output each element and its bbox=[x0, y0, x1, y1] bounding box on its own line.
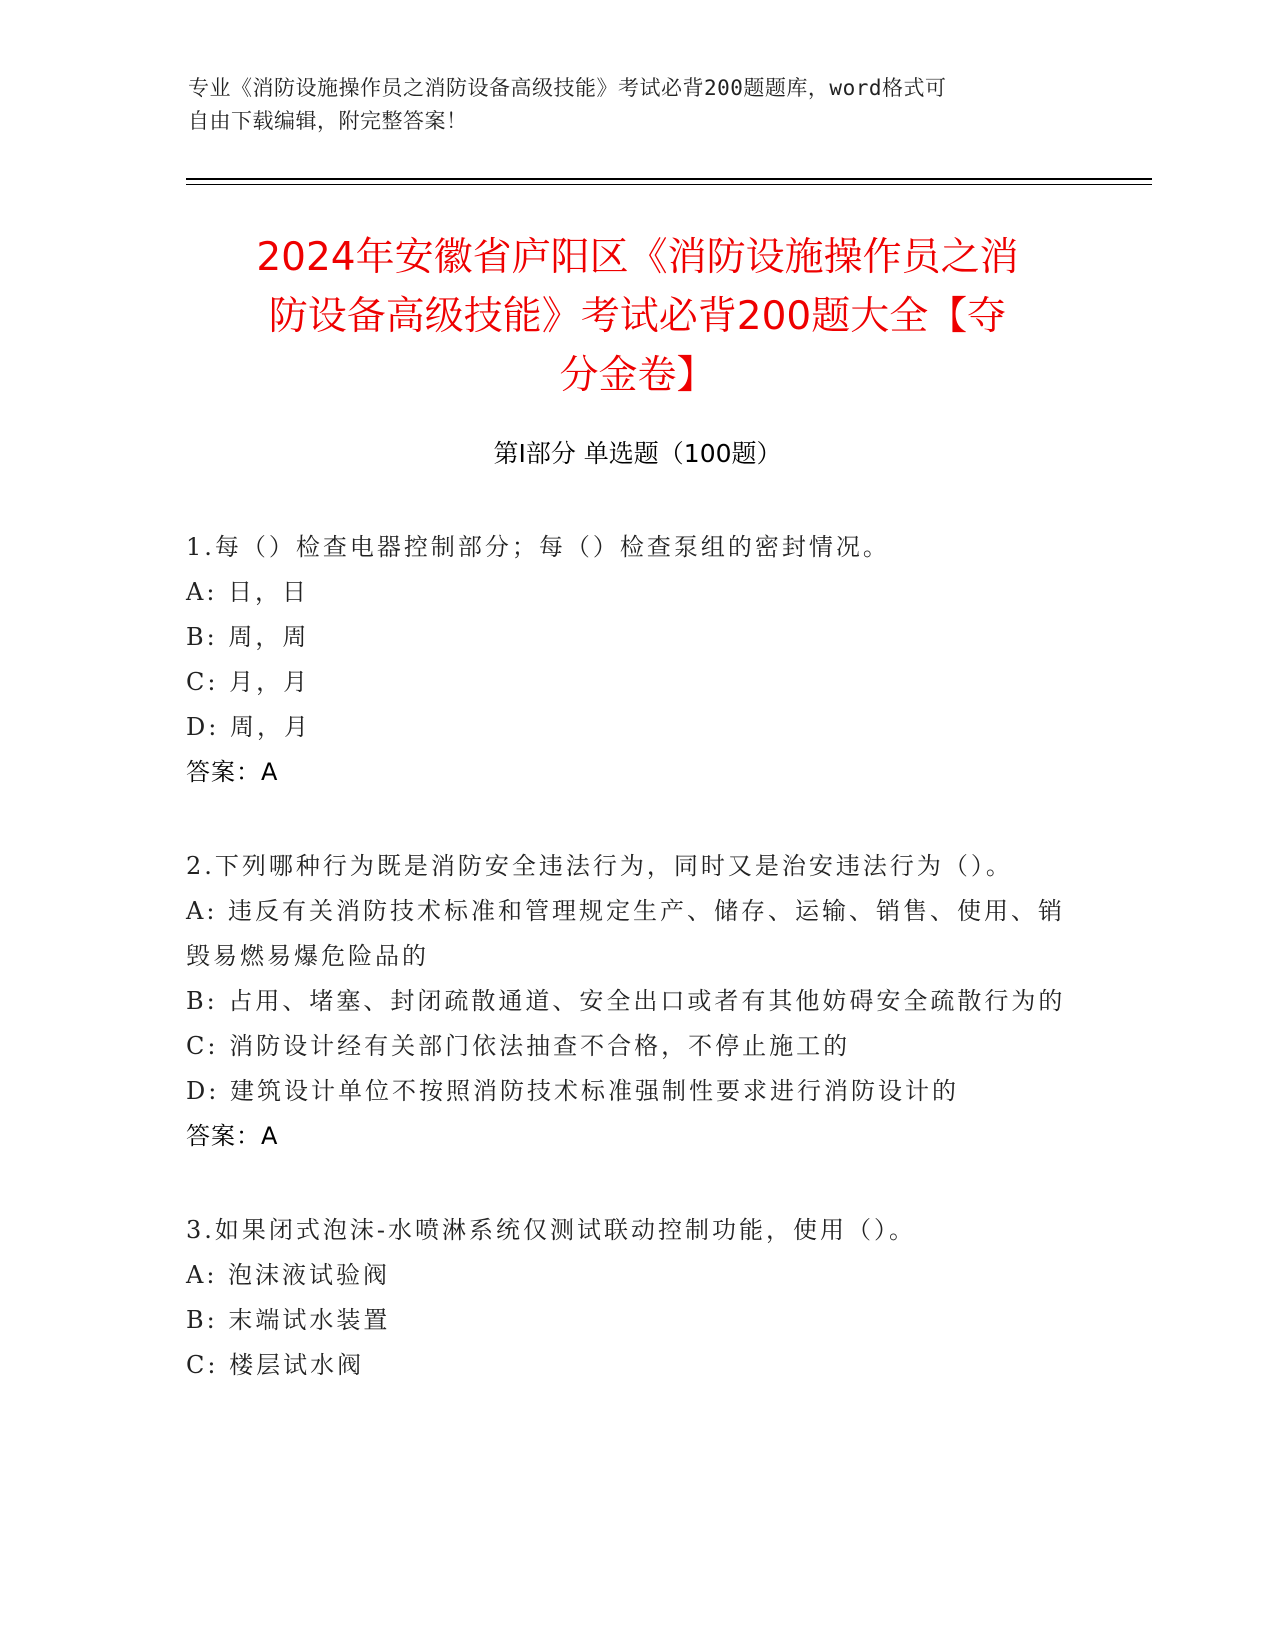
option-d: D: 周，月 bbox=[186, 713, 311, 741]
option-b: B: 末端试水装置 bbox=[186, 1306, 391, 1334]
title-line-1: 2024年安徽省庐阳区《消防设施操作员之消 bbox=[256, 235, 1019, 280]
title-line-2: 防设备高级技能》考试必背200题大全【夺 bbox=[268, 294, 1007, 339]
option-b: B: 占用、堵塞、封闭疏散通道、安全出口或者有其他妨碍安全疏散行为的 bbox=[186, 987, 1066, 1015]
question-stem: 2.下列哪种行为既是消防安全违法行为，同时又是治安违法行为（）。 bbox=[186, 852, 1013, 880]
answer: 答案：A bbox=[186, 1122, 279, 1150]
option-a: A: 日，日 bbox=[186, 578, 310, 606]
question-2 bbox=[186, 844, 1066, 1159]
option-c: C: 消防设计经有关部门依法抽查不合格，不停止施工的 bbox=[186, 1032, 851, 1060]
question-1 bbox=[186, 525, 1066, 795]
question-3 bbox=[186, 1208, 1066, 1388]
header-rule-thick bbox=[186, 178, 1152, 180]
question-stem: 1.每（）检查电器控制部分；每（）检查泵组的密封情况。 bbox=[186, 533, 890, 561]
section-heading: 第Ⅰ部分 单选题（100题） bbox=[493, 439, 782, 468]
option-c: C: 楼层试水阀 bbox=[186, 1351, 365, 1379]
option-a: A: 泡沫液试验阀 bbox=[186, 1261, 391, 1289]
question-list bbox=[186, 525, 1066, 1437]
title-line-3: 分金卷】 bbox=[559, 353, 716, 398]
header-note-line-2: 自由下载编辑，附完整答案！ bbox=[188, 109, 468, 133]
option-b: B: 周，周 bbox=[186, 623, 310, 651]
question-stem: 3.如果闭式泡沫-水喷淋系统仅测试联动控制功能，使用（）。 bbox=[186, 1216, 917, 1244]
option-a: A: 违反有关消防技术标准和管理规定生产、储存、运输、销售、使用、销毁易燃易爆危险品的 bbox=[186, 897, 1066, 970]
header-note bbox=[188, 72, 1068, 138]
answer: 答案：A bbox=[186, 758, 279, 786]
option-d: D: 建筑设计单位不按照消防技术标准强制性要求进行消防设计的 bbox=[186, 1077, 959, 1105]
header-note-line-1: 专业《消防设施操作员之消防设备高级技能》考试必背200题题库，word格式可 bbox=[188, 76, 947, 100]
option-c: C: 月，月 bbox=[186, 668, 311, 696]
document-title bbox=[170, 228, 1105, 405]
header-rule-thin bbox=[186, 184, 1152, 185]
